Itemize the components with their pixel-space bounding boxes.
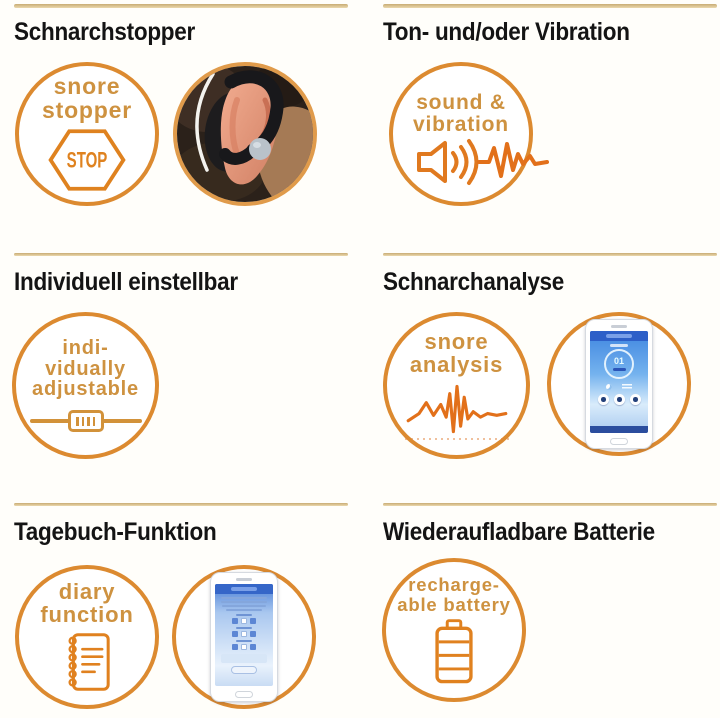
home-button: [610, 438, 628, 445]
section-snore-stopper: [14, 4, 348, 253]
stop-label: STOP: [66, 148, 108, 174]
section-snore-analysis: [383, 253, 717, 502]
input-box: [221, 654, 267, 663]
save-pill-button: [231, 666, 257, 674]
diary-app-screen: [215, 584, 273, 686]
badge-text: diary: [58, 578, 116, 604]
badge-text: function: [40, 601, 134, 627]
badge-snore-stopper: [15, 62, 159, 206]
phone-speaker: [236, 578, 252, 581]
badge-rechargeable-battery: [382, 558, 526, 702]
phone-mockup-analysis: [585, 319, 653, 449]
setting-stepper: [215, 640, 273, 650]
battery-icon: [431, 619, 477, 685]
micro-scale: [405, 438, 509, 440]
section-rechargeable-battery: [383, 503, 717, 718]
badge-diary-function: [15, 565, 159, 709]
badge-text: recharge-: [408, 574, 500, 596]
divider: [383, 253, 717, 256]
badge-text: snore: [424, 328, 489, 354]
feature-heading: Tagebuch-Funktion: [14, 518, 217, 546]
setting-stepper: [215, 627, 273, 637]
speaker-vibration-icon: [415, 135, 551, 189]
notebook-icon: [58, 631, 116, 693]
feature-heading: Wiederaufladbare Batterie: [383, 518, 655, 546]
ear-device-photo: [173, 62, 317, 206]
phone-speaker: [611, 325, 627, 328]
vibration-zigzag: [479, 144, 547, 176]
app-navbar: [590, 426, 648, 433]
feature-heading: Ton- und/oder Vibration: [383, 18, 630, 46]
badge-text: adjustable: [32, 378, 139, 401]
badge-text: snore: [53, 72, 121, 99]
feature-heading: Schnarchstopper: [14, 18, 195, 46]
waveform-icon: [399, 381, 515, 437]
badge-text: indi-: [62, 336, 109, 359]
gauge-value: 01: [613, 356, 624, 366]
badge-snore-analysis: [383, 312, 530, 459]
badge-text: able battery: [397, 593, 511, 615]
badge-text: stopper: [42, 96, 132, 123]
diary-text-block: [215, 597, 273, 611]
setting-stepper: [215, 614, 273, 624]
section-individually-adjustable: [14, 253, 348, 502]
divider: [14, 253, 348, 256]
stop-hexagon-icon: [45, 127, 129, 193]
phone-circle-diary: [172, 565, 316, 709]
phone-mockup-diary: [210, 572, 278, 702]
badge-individually-adjustable: [12, 312, 159, 459]
divider: [14, 4, 348, 8]
home-button: [235, 691, 253, 698]
earbud: [249, 138, 271, 160]
analysis-app-screen: [590, 331, 648, 433]
section-diary-function: [14, 503, 348, 718]
divider: [383, 4, 717, 8]
badge-text: vibration: [413, 112, 509, 136]
section-sound-vibration: [383, 4, 717, 253]
badge-text: analysis: [409, 351, 504, 377]
slider-icon: [30, 409, 142, 433]
divider: [383, 503, 717, 506]
snore-count-gauge: [604, 349, 634, 379]
feature-heading: Schnarchanalyse: [383, 268, 565, 296]
divider: [14, 503, 348, 506]
ear-photo-illustration: [177, 66, 313, 202]
badge-text: vidually: [45, 357, 126, 380]
badge-sound-vibration: [389, 62, 533, 206]
badge-text: sound &: [416, 91, 506, 114]
phone-circle-analysis: [547, 312, 691, 456]
moon-icon: [606, 384, 612, 390]
feature-heading: Individuell einstellbar: [14, 268, 238, 296]
